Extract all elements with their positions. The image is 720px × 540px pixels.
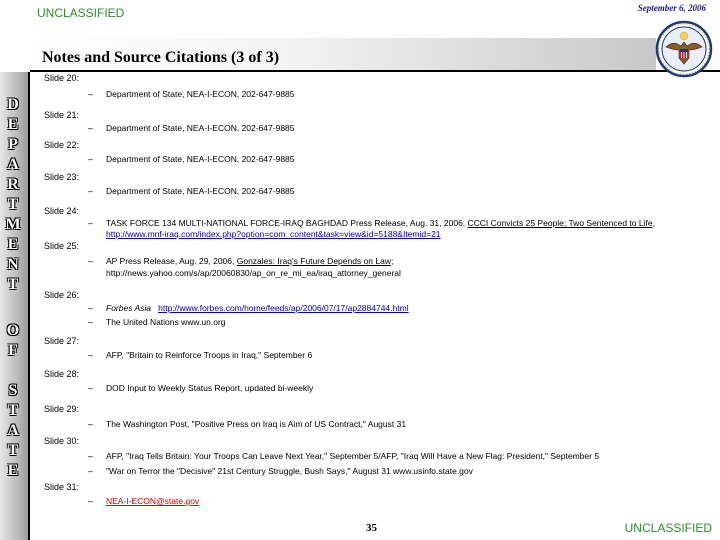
sidebar-letter: T <box>7 276 19 293</box>
sidebar-letter: D <box>7 96 19 113</box>
bullet-dash: – <box>88 154 94 164</box>
citation-text <box>106 303 706 314</box>
citation-text: "War on Terror the "Decisive" 21st Century Struggle, Bush Says," August 31 www.usinfo.state.gov <box>106 466 473 476</box>
sidebar-letter: P <box>8 136 18 153</box>
citation-headline: Gonzales: Iraq's Future Depends on Law <box>236 256 391 266</box>
citation-link[interactable]: http://www.mnf-iraq.com/index.php?option=com_content&task=view&id=5188&Itemid=21 <box>106 229 441 239</box>
sidebar-letter: T <box>7 442 19 459</box>
citation-url[interactable]: http://news.yahoo.com/s/ap/20060830/ap_on_re_mi_ea/iraq_attorney_general <box>106 268 401 278</box>
slide-label: Slide 28: <box>44 369 80 379</box>
bullet-dash: – <box>88 186 94 196</box>
bullet-dash: – <box>88 256 94 266</box>
citation-email <box>106 496 706 507</box>
citation-text: AFP, "Britain to Reinforce Troops in Iraq," September 6 <box>106 350 313 360</box>
bullet-dash: – <box>88 419 94 429</box>
slide-label: Slide 24: <box>44 206 80 216</box>
bullet-dash: – <box>88 317 94 327</box>
bullet-dash: – <box>88 123 94 133</box>
citation-text-b: ; <box>390 256 394 266</box>
slide-label: Slide 29: <box>44 404 80 414</box>
slide-label: Slide 26: <box>44 290 80 300</box>
citation-link[interactable]: http://www.forbes.com/home/feeds/ap/2006/07/17/ap2884744.html <box>158 303 409 313</box>
classification-bottom: UNCLASSIFIED <box>624 521 712 535</box>
citation-text-b: , <box>652 218 655 228</box>
sidebar-letter: E <box>7 116 19 133</box>
sidebar-letter: A <box>7 156 19 173</box>
sidebar-letter: N <box>7 256 19 273</box>
sidebar-letter: O <box>6 322 20 339</box>
citation-text: Department of State, NEA-I-ECON, 202-647-9885 <box>106 186 295 196</box>
sidebar-letter: T <box>7 402 19 419</box>
bullet-dash: – <box>88 89 94 99</box>
sidebar-letter: T <box>7 196 19 213</box>
sidebar-letter: R <box>7 176 19 193</box>
citation-headline: CCCI Convicts 25 People; Two Sentenced to Life <box>467 218 653 228</box>
citation-text: Department of State, NEA-I-ECON, 202-647-9885 <box>106 154 295 164</box>
slide-label: Slide 31: <box>44 482 80 492</box>
slide-label: Slide 22: <box>44 140 80 150</box>
citation-text: AFP, "Iraq Tells Britain: Your Troops Can Leave Next Year," September 5/AFP, "Iraq Will Have a New Flag: President," September 5 <box>106 451 600 461</box>
bullet-dash: – <box>88 496 94 506</box>
sidebar-letter: E <box>7 462 19 479</box>
citation-text: The United Nations www.un.org <box>106 317 226 327</box>
slide-label: Slide 23: <box>44 172 80 182</box>
sidebar-letter: M <box>5 216 21 233</box>
slide-label: Slide 25: <box>44 241 80 251</box>
sidebar-letter: S <box>8 382 18 399</box>
citation-text <box>106 256 706 267</box>
bullet-dash: – <box>88 303 94 313</box>
bullet-dash: – <box>88 383 94 393</box>
citation-text: The Washington Post, "Positive Press on Iraq is Aim of US Contract," August 31 <box>106 419 407 429</box>
classification-top: UNCLASSIFIED <box>37 6 125 20</box>
citation-text <box>106 218 696 240</box>
sidebar-letter: F <box>8 342 18 359</box>
slide-label: Slide 27: <box>44 336 80 346</box>
email-link[interactable]: NEA-I-ECON@state.gov <box>106 496 200 506</box>
citation-source: Forbes Asia <box>106 303 152 313</box>
title-underline <box>30 70 720 72</box>
bullet-dash: – <box>88 218 94 228</box>
bullet-dash: – <box>88 350 94 360</box>
citation-text: Department of State, NEA-I-ECON, 202-647-9885 <box>106 123 295 133</box>
slide-label: Slide 21: <box>44 110 80 120</box>
slide-label: Slide 30: <box>44 436 80 446</box>
citation-text: Department of State, NEA-I-ECON, 202-647-9885 <box>106 89 295 99</box>
state-department-seal-icon <box>655 20 713 78</box>
sidebar-letter: E <box>7 236 19 253</box>
citation-text: DOD Input to Weekly Status Report, updated bi-weekly <box>106 383 314 393</box>
page-number: 35 <box>366 522 377 534</box>
sidebar-letter: A <box>7 422 19 439</box>
page-title: Notes and Source Citations (3 of 3) <box>42 49 280 66</box>
date: September 6, 2006 <box>637 3 706 13</box>
slide-label: Slide 20: <box>44 73 80 83</box>
citation-text-a: TASK FORCE 134 MULTI-NATIONAL FORCE-IRAQ BAGHDAD Press Release, Aug. 31, 2006, <box>106 218 468 228</box>
sidebar-divider <box>28 72 30 540</box>
bullet-dash: – <box>88 451 94 461</box>
citation-text-a: AP Press Release, Aug. 29, 2006, <box>106 256 237 266</box>
bullet-dash: – <box>88 466 94 476</box>
